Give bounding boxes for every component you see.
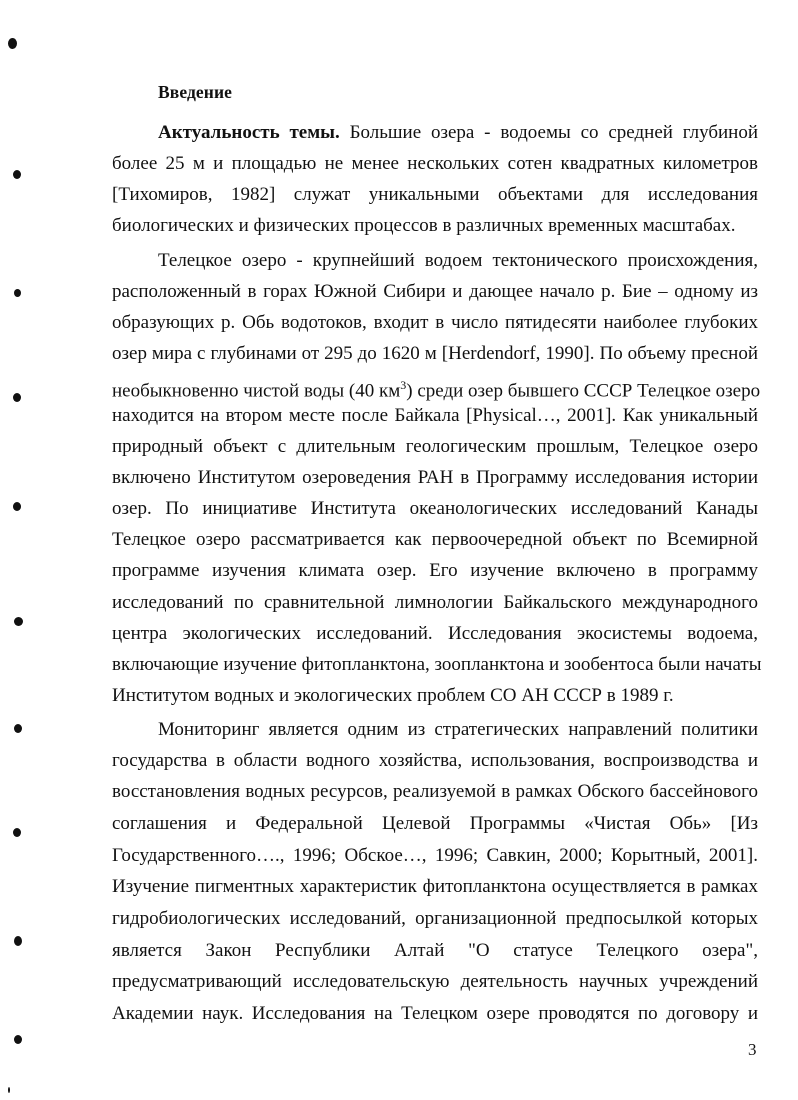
- paragraph-line: природный объект с длительным геологическим прошлым, Телецкое озеро: [112, 436, 758, 457]
- section-heading: Введение: [158, 82, 233, 102]
- paragraph-line: озер. По инициативе Института океанологических исследований Канады: [112, 498, 758, 519]
- binder-hole-mark: [13, 393, 21, 402]
- binder-hole-mark: [14, 289, 21, 297]
- paragraph-line: включающие изучение фитопланктона, зоопланктона и зообентоса были начаты: [112, 654, 762, 675]
- paragraph-line: более 25 м и площадью не менее нескольких сотен квадратных километров: [112, 153, 758, 174]
- paragraph-line: восстановления водных ресурсов, реализуемой в рамках Обского бассейнового: [112, 781, 758, 802]
- paragraph-line: программе изучения климата озер. Его изучение включено в программу: [112, 560, 758, 581]
- paragraph-line: Институтом водных и экологических проблем СО АН СССР в 1989 г.: [112, 685, 674, 706]
- binder-hole-mark: [8, 38, 17, 49]
- paragraph-line: Телецкое озеро рассматривается как первоочередной объект по Всемирной: [112, 529, 758, 550]
- paragraph-line: Изучение пигментных характеристик фитопланктона осуществляется в рамках: [112, 876, 758, 897]
- paragraph-line: соглашения и Федеральной Целевой Программы «Чистая Обь» [Из: [112, 813, 758, 834]
- paragraph-line: расположенный в горах Южной Сибири и дающее начало р. Бие – одному из: [112, 281, 758, 302]
- paragraph-line: образующих р. Обь водотоков, входит в число пятидесяти наиболее глубоких: [112, 312, 758, 333]
- paragraph-line: государства в области водного хозяйства, использования, воспроизводства и: [112, 750, 758, 771]
- binder-hole-mark: [14, 936, 22, 946]
- paragraph-lead: Актуальность темы.: [158, 122, 340, 143]
- paragraph-line: является Закон Республики Алтай "О статусе Телецкого озера",: [112, 940, 758, 961]
- paragraph-line: Мониторинг является одним из стратегических направлений политики: [158, 719, 758, 740]
- paragraph-line: Государственного…., 1996; Обское…, 1996; Савкин, 2000; Корытный, 2001].: [112, 845, 758, 866]
- binder-hole-mark: [8, 1087, 10, 1093]
- paragraph-line: Телецкое озеро - крупнейший водоем тектонического происхождения,: [158, 250, 758, 271]
- paragraph-line: биологических и физических процессов в различных временных масштабах.: [112, 215, 736, 236]
- paragraph-line: предусматривающий исследовательскую деятельность научных учреждений: [112, 971, 758, 992]
- paragraph-line: находится на втором месте после Байкала [Physical…, 2001]. Как уникальный: [112, 405, 758, 426]
- paragraph-line: необыкновенно чистой воды (40 $км^3$) среди озер бывшего СССР Телецкое озеро: [112, 378, 761, 402]
- binder-hole-mark: [14, 724, 22, 733]
- paragraph-line: Академии наук. Исследования на Телецком озере проводятся по договору и: [112, 1003, 758, 1024]
- paragraph-line: Актуальность темы. Большие озера - водоемы со средней глубиной: [158, 122, 758, 143]
- paragraph-line: [Тихомиров, 1982] служат уникальными объектами для исследования: [112, 184, 758, 205]
- paragraph-line: включено Институтом озероведения РАН в Программу исследования истории: [112, 467, 758, 488]
- binder-hole-mark: [13, 170, 21, 179]
- binder-hole-mark: [14, 1035, 22, 1044]
- binder-hole-mark: [14, 617, 23, 626]
- paragraph-line: гидробиологических исследований, организационной предпосылкой которых: [112, 908, 758, 929]
- page-number: 3: [748, 1040, 757, 1059]
- paragraph-line: центра экологических исследований. Исследования экосистемы водоема,: [112, 623, 758, 644]
- binder-hole-mark: [13, 502, 21, 511]
- paragraph-line: озер мира с глубинами от 295 до 1620 м [Herdendorf, 1990]. По объему пресной: [112, 343, 758, 364]
- paragraph-line: исследований по сравнительной лимнологии Байкальского международного: [112, 592, 758, 613]
- binder-hole-mark: [13, 828, 21, 837]
- superscript: 3: [400, 378, 407, 392]
